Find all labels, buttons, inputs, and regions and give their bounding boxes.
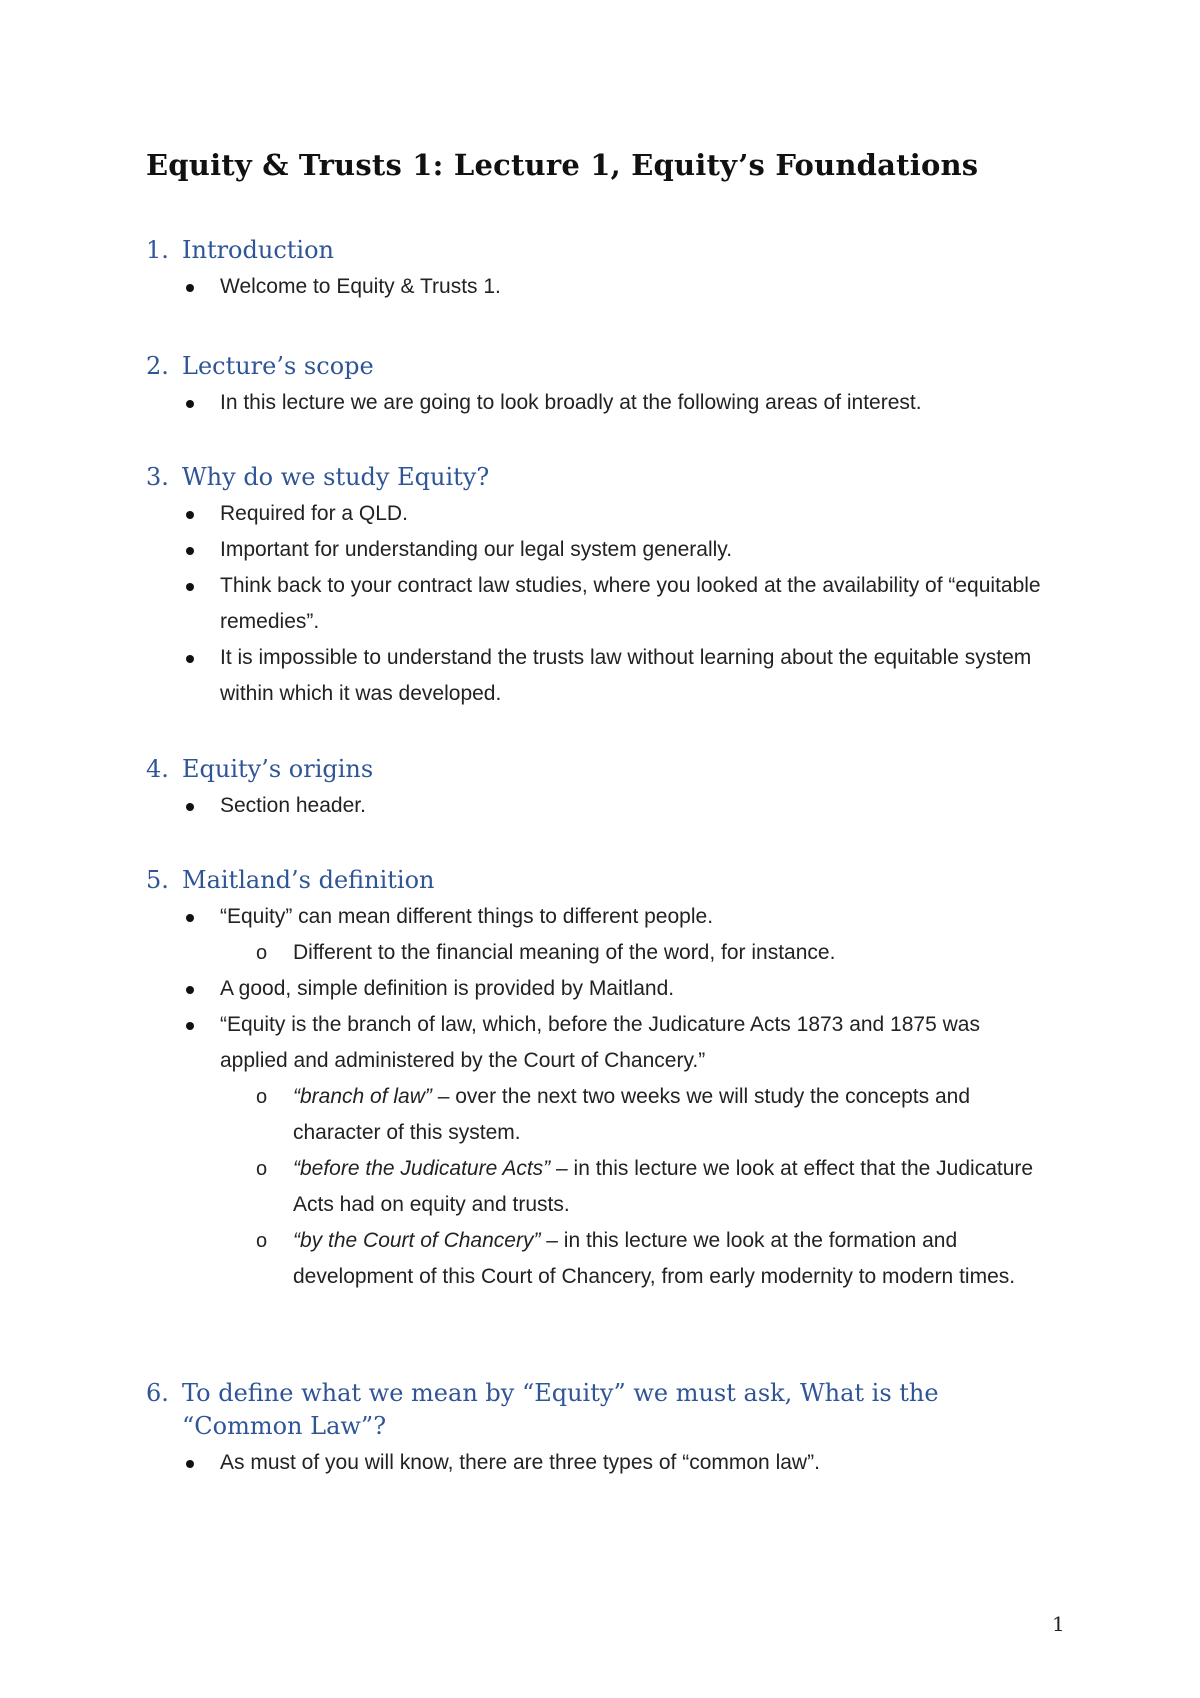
bullet-icon [186,511,194,519]
bullet-item [146,1007,1046,1079]
page-number: 1 [1052,1612,1065,1636]
hollow-circle-icon: o [256,1086,268,1108]
section-number: 2. [146,352,169,380]
bullet-icon [186,986,194,994]
section-heading-text: Equity’s origins [182,755,374,783]
section-common-law [146,1377,1046,1481]
bullet-text: Important for understanding our legal system generally. [220,538,733,561]
document-title: Equity & Trusts 1: Lecture 1, Equity’s Foundations [146,148,979,182]
bullet-list [146,1445,1046,1481]
bullet-text: “Equity is the branch of law, which, before the Judicature Acts 1873 and 1875 was applied and administered by the Court of Chancery.” [220,1013,980,1072]
bullet-text: In this lecture we are going to look broadly at the following areas of interest. [220,391,922,414]
hollow-circle-icon: o [256,1158,268,1180]
bullet-text: As must of you will know, there are three types of “common law”. [220,1451,820,1474]
bullet-list [146,385,1046,421]
bullet-icon [186,400,194,408]
sub-bullet-item [146,935,1046,971]
section-heading [146,350,1046,383]
bullet-icon [186,803,194,811]
bullet-item [146,971,1046,1007]
sub-bullet-text: – in this lecture we look at effect that the Judicature Acts had on equity and trusts. [293,1157,1034,1216]
bullet-item [146,385,1046,421]
bullet-text: Think back to your contract law studies, where you looked at the availability of “equitable remedies”. [220,574,1041,633]
bullet-item [146,899,1046,935]
sub-bullet-italic-text: “by the Court of Chancery” [293,1229,541,1252]
bullet-text: Section header. [220,794,366,817]
bullet-item [146,269,1046,305]
bullet-text: Welcome to Equity & Trusts 1. [220,275,501,298]
section-lecture-scope [146,350,1046,421]
section-number: 1. [146,236,169,264]
section-heading [146,234,1046,267]
bullet-item [146,788,1046,824]
section-heading-text: To define what we mean by “Equity” we must ask, What is the “Common Law”? [182,1379,939,1440]
bullet-icon [186,583,194,591]
sub-bullet-text: – over the next two weeks we will study the concepts and character of this system. [293,1085,971,1144]
section-maitland-definition [146,864,1046,1295]
bullet-text: Required for a QLD. [220,502,408,525]
section-number: 6. [146,1379,169,1407]
sub-bullet-text: Different to the financial meaning of the word, for instance. [293,941,836,964]
section-heading [146,461,1046,494]
section-heading-text: Lecture’s scope [182,352,374,380]
bullet-item [146,496,1046,532]
bullet-text: A good, simple definition is provided by Maitland. [220,977,675,1000]
bullet-list [146,788,1046,824]
bullet-list [146,269,1046,305]
bullet-icon [186,284,194,292]
bullet-list [146,496,1046,712]
bullet-text: “Equity” can mean different things to different people. [220,905,714,928]
section-introduction [146,234,1046,305]
section-number: 3. [146,463,169,491]
sub-bullet-italic-text: “before the Judicature Acts” [293,1157,551,1180]
sub-bullet-item [146,1079,1046,1151]
section-number: 4. [146,755,169,783]
bullet-item [146,568,1046,640]
section-heading [146,1377,1046,1443]
bullet-list [146,899,1046,1295]
bullet-item [146,1445,1046,1481]
sub-bullet-item [146,1151,1046,1223]
bullet-icon [186,547,194,555]
bullet-icon [186,914,194,922]
section-equity-origins [146,753,1046,824]
bullet-text: It is impossible to understand the trusts law without learning about the equitable system within which it was developed. [220,646,1032,705]
sub-bullet-italic-text: “branch of law” [293,1085,432,1108]
bullet-icon [186,655,194,663]
sub-bullet-item [146,1223,1046,1295]
section-heading-text: Why do we study Equity? [182,463,490,491]
bullet-item [146,640,1046,712]
section-heading-text: Maitland’s definition [182,866,435,894]
sub-bullet-text: – in this lecture we look at the formation and development of this Court of Chancery, from early modernity to modern times. [293,1229,1016,1288]
section-why-study-equity [146,461,1046,712]
section-heading-text: Introduction [182,236,334,264]
bullet-icon [186,1460,194,1468]
hollow-circle-icon: o [256,1230,268,1252]
section-heading [146,753,1046,786]
bullet-icon [186,1022,194,1030]
section-heading [146,864,1046,897]
bullet-item [146,532,1046,568]
section-number: 5. [146,866,169,894]
hollow-circle-icon: o [256,942,268,964]
